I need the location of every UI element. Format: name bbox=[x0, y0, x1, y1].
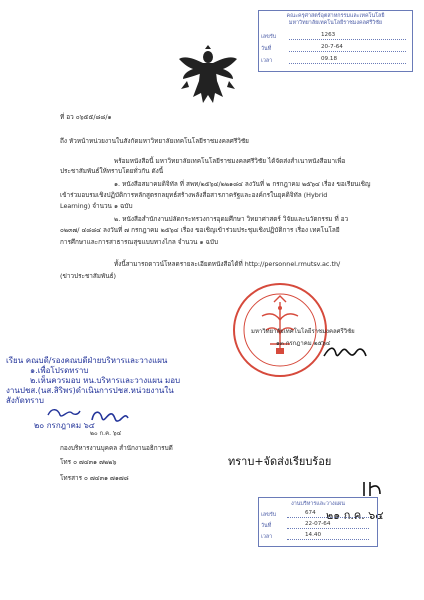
doc-number: ที่ อว ๐๖๕๕/๘๘/๑ bbox=[60, 113, 112, 121]
stamp-value: 20-7-64 bbox=[321, 44, 343, 50]
item2-line: การศึกษาและการสาธารณสุขแบบทางไกล จำนวน ๑ ฉบับ bbox=[60, 238, 219, 246]
stamp-value: 14.40 bbox=[305, 532, 322, 538]
stamp-row-time bbox=[261, 57, 410, 65]
seal-date: ๑๓ กรกฎาคม ๒๕๖๔ bbox=[276, 340, 331, 347]
handwritten-line: งานปชส.(นส.สิริพร)ดำเนินการปชส.หน่วยงานใน bbox=[6, 386, 174, 395]
seal-text: มหาวิทยาลัยเทคโนโลยีราชมงคลศรีวิชัย bbox=[251, 328, 355, 335]
stamp-value: 674 bbox=[305, 510, 316, 516]
signature-director bbox=[320, 340, 370, 364]
stamp-header: งานบริหารและวางแผน bbox=[291, 501, 345, 507]
item1-line: เข้าร่วมอบรมเชิงปฏิบัติการหลักสูตรกลยุทธ์สร้างพลังสื่อสารภาครัฐและองค์กรในยุคดิจิทัล (Hybrid bbox=[60, 191, 328, 199]
garuda-emblem bbox=[177, 45, 239, 107]
handwritten-line: เรียน คณบดี/รองคณบดีฝ่ายบริหารและวางแผน bbox=[6, 356, 168, 365]
pr-note: (ข่าวประชาสัมพันธ์) bbox=[60, 272, 116, 280]
doc-recipient: ถึง หัวหน้าหน่วยงานในสังกัดมหาวิทยาลัยเทคโนโลยีราชมงคลศรีวิชัย bbox=[60, 137, 249, 145]
handwritten-line: ๑.เพื่อโปรดทราบ bbox=[30, 366, 89, 375]
download-line: ทั้งนี้สามารถดาวน์โหลดรายละเอียดหนังสือได้ที่ http://personnel.rmutsv.ac.th/ bbox=[114, 260, 341, 268]
stamp-row-time bbox=[261, 533, 375, 541]
blue-date: ๒๐ กรกฎาคม ๖๔ bbox=[34, 421, 95, 430]
signature-blue-2 bbox=[88, 406, 132, 428]
para1-line: พร้อมหนังสือนี้ มหาวิทยาลัยเทคโนโลยีราชมงคลศรีวิชัย ได้จัดส่งสำเนาหนังสือมาเพื่อ bbox=[114, 157, 346, 165]
item2-line: ๒. หนังสือสำนักงานปลัดกระทรวงการอุดมศึกษา วิทยาศาสตร์ วิจัยและนวัตกรรม ที่ อว bbox=[114, 215, 349, 223]
fax: โทรสาร ๐ ๗๔๓๑ ๗๑๗๘ bbox=[60, 474, 129, 482]
stamp-label: วันที่ bbox=[261, 523, 272, 529]
para1-line: ประชาสัมพันธ์ให้ทราบโดยทั่วกัน ดังนี้ bbox=[60, 167, 164, 175]
stamp-row-date bbox=[261, 522, 375, 530]
stamp-label: เลขรับ bbox=[261, 34, 277, 40]
receiving-stamp-bottom bbox=[258, 497, 378, 547]
dept-name: กองบริหารงานบุคคล สำนักงานอธิการบดี bbox=[60, 444, 173, 452]
phone: โทร ๐ ๗๔๓๑ ๗๒๒๖ bbox=[60, 458, 117, 466]
stamp-value: 1263 bbox=[321, 32, 336, 38]
stamp-header bbox=[261, 13, 410, 27]
stamp-value: 09.18 bbox=[321, 56, 338, 62]
handwritten-note-blue bbox=[6, 356, 180, 406]
handwritten-line: สังกัดทราบ bbox=[6, 396, 44, 405]
stamp-label: เวลา bbox=[261, 534, 273, 540]
handwritten-line: ๒.เห็นควรมอบ หน.บริหารและวางแผน มอบ bbox=[30, 376, 181, 385]
handwritten-note-black: ทราบ+จัดส่งเรียบร้อย bbox=[228, 455, 332, 468]
stamp-row-date bbox=[261, 45, 410, 53]
stamp-label: วันที่ bbox=[261, 46, 272, 52]
item1-line: Learning) จำนวน ๑ ฉบับ bbox=[60, 202, 133, 210]
stamp-row-number bbox=[261, 33, 410, 41]
stamp-label: เลขรับ bbox=[261, 512, 277, 518]
handwritten-date-right: ๒๑ ก.ค. ๖๔ bbox=[326, 509, 384, 522]
stamp-header-line: มหาวิทยาลัยเทคโนโลยีราชมงคลศรีวิชัย bbox=[288, 20, 383, 26]
stamp-row-number bbox=[261, 511, 375, 519]
stamp-value: 22-07-64 bbox=[305, 521, 331, 527]
stamp-header-line: คณะครุศาสตร์อุตสาหกรรมและเทคโนโลยี bbox=[286, 13, 385, 19]
item1-line: ๑. หนังสือสมาคมดิจิทัล ที่ สพท/๒๕๖๔/๒๒๑๘๔ ลงวันที่ ๒ กรกฎาคม ๒๕๖๔ เรื่อง ขอเรียนเชิญ bbox=[114, 180, 371, 188]
receiving-stamp-top bbox=[258, 10, 413, 72]
item2-line: ๐๒๓๗/ ๔๘๘๔ ลงวันที่ ๗ กรกฎาคม ๒๕๖๔ เรื่อง ขอเชิญเข้าร่วมประชุมเชิงปฏิบัติการ เรื่อง เทคโนโลยี bbox=[60, 226, 340, 234]
black-date: ๒๐ ก.ค. ๖๔ bbox=[90, 430, 122, 437]
stamp-label: เวลา bbox=[261, 58, 273, 64]
